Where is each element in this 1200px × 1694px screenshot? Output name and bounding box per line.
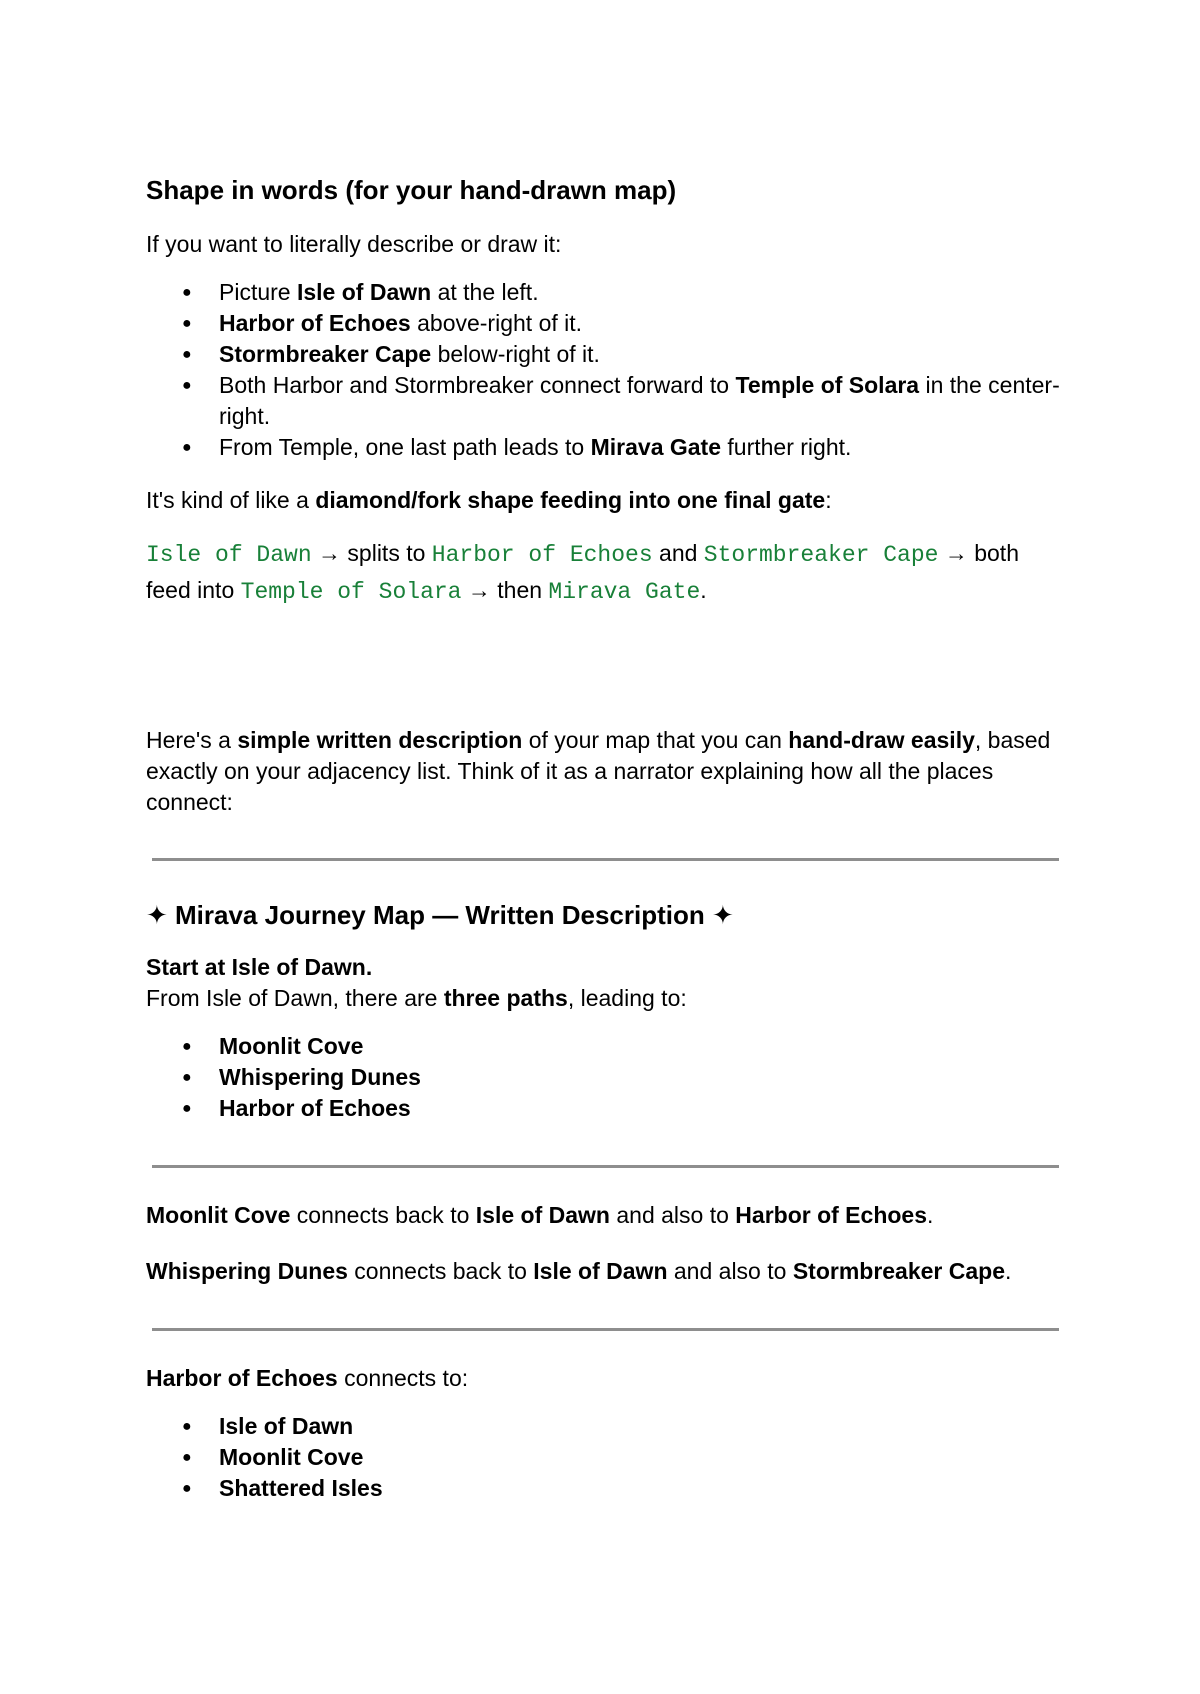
place-code: Isle of Dawn: [146, 542, 312, 568]
place-code: Temple of Solara: [240, 579, 462, 605]
dunes-paragraph: Whispering Dunes connects back to Isle of Dawn and also to Stormbreaker Cape.: [146, 1258, 1012, 1284]
list-item: ● Harbor of Echoes: [146, 1093, 1066, 1124]
list-item: ● Both Harbor and Stormbreaker connect forward to Temple of Solara in the center-right.: [146, 370, 1066, 432]
divider: [152, 1165, 1059, 1168]
document-content: [146, 173, 1066, 1504]
flow-paragraph: Isle of Dawn → splits to Harbor of Echoes and Stormbreaker Cape → both feed into Temple of Solara → then Mirava Gate.: [146, 540, 1019, 605]
list-item: ● Isle of Dawn: [146, 1411, 1066, 1442]
place-code: Mirava Gate: [548, 579, 701, 605]
start-paragraph: Start at Isle of Dawn. From Isle of Dawn, there are three paths, leading to:: [146, 954, 687, 1011]
harbor-paragraph: Harbor of Echoes connects to:: [146, 1365, 469, 1391]
list-item: ● Whispering Dunes: [146, 1062, 1066, 1093]
harbor-list: [146, 1411, 1066, 1504]
list-item: ● Moonlit Cove: [146, 1442, 1066, 1473]
divider: [152, 1328, 1059, 1331]
list-item: ● Shattered Isles: [146, 1473, 1066, 1504]
moonlit-paragraph: Moonlit Cove connects back to Isle of Dawn and also to Harbor of Echoes.: [146, 1202, 934, 1228]
section-heading-journey: ✦ Mirava Journey Map — Written Description ✦: [146, 900, 734, 930]
description-intro-paragraph: Here's a simple written description of your map that you can hand-draw easily, based exactly on your adjacency list. Think of it as a narrator explaining how all the places connect:: [146, 727, 1051, 815]
section-heading-shape: Shape in words (for your hand-drawn map): [146, 175, 677, 205]
paths-list: [146, 1031, 1066, 1124]
divider: [152, 858, 1059, 861]
list-item: ● Stormbreaker Cape below-right of it.: [146, 339, 1066, 370]
list-item: ● From Temple, one last path leads to Mirava Gate further right.: [146, 432, 1066, 463]
shape-bullet-list: [146, 277, 1066, 463]
place-code: Stormbreaker Cape: [703, 542, 939, 568]
list-item: ● Moonlit Cove: [146, 1031, 1066, 1062]
list-item: ● Picture Isle of Dawn at the left.: [146, 277, 1066, 308]
place-code: Harbor of Echoes: [431, 542, 653, 568]
list-item: ● Harbor of Echoes above-right of it.: [146, 308, 1066, 339]
intro-paragraph: If you want to literally describe or draw it:: [146, 231, 562, 257]
summary-paragraph: It's kind of like a diamond/fork shape feeding into one final gate:: [146, 487, 832, 513]
